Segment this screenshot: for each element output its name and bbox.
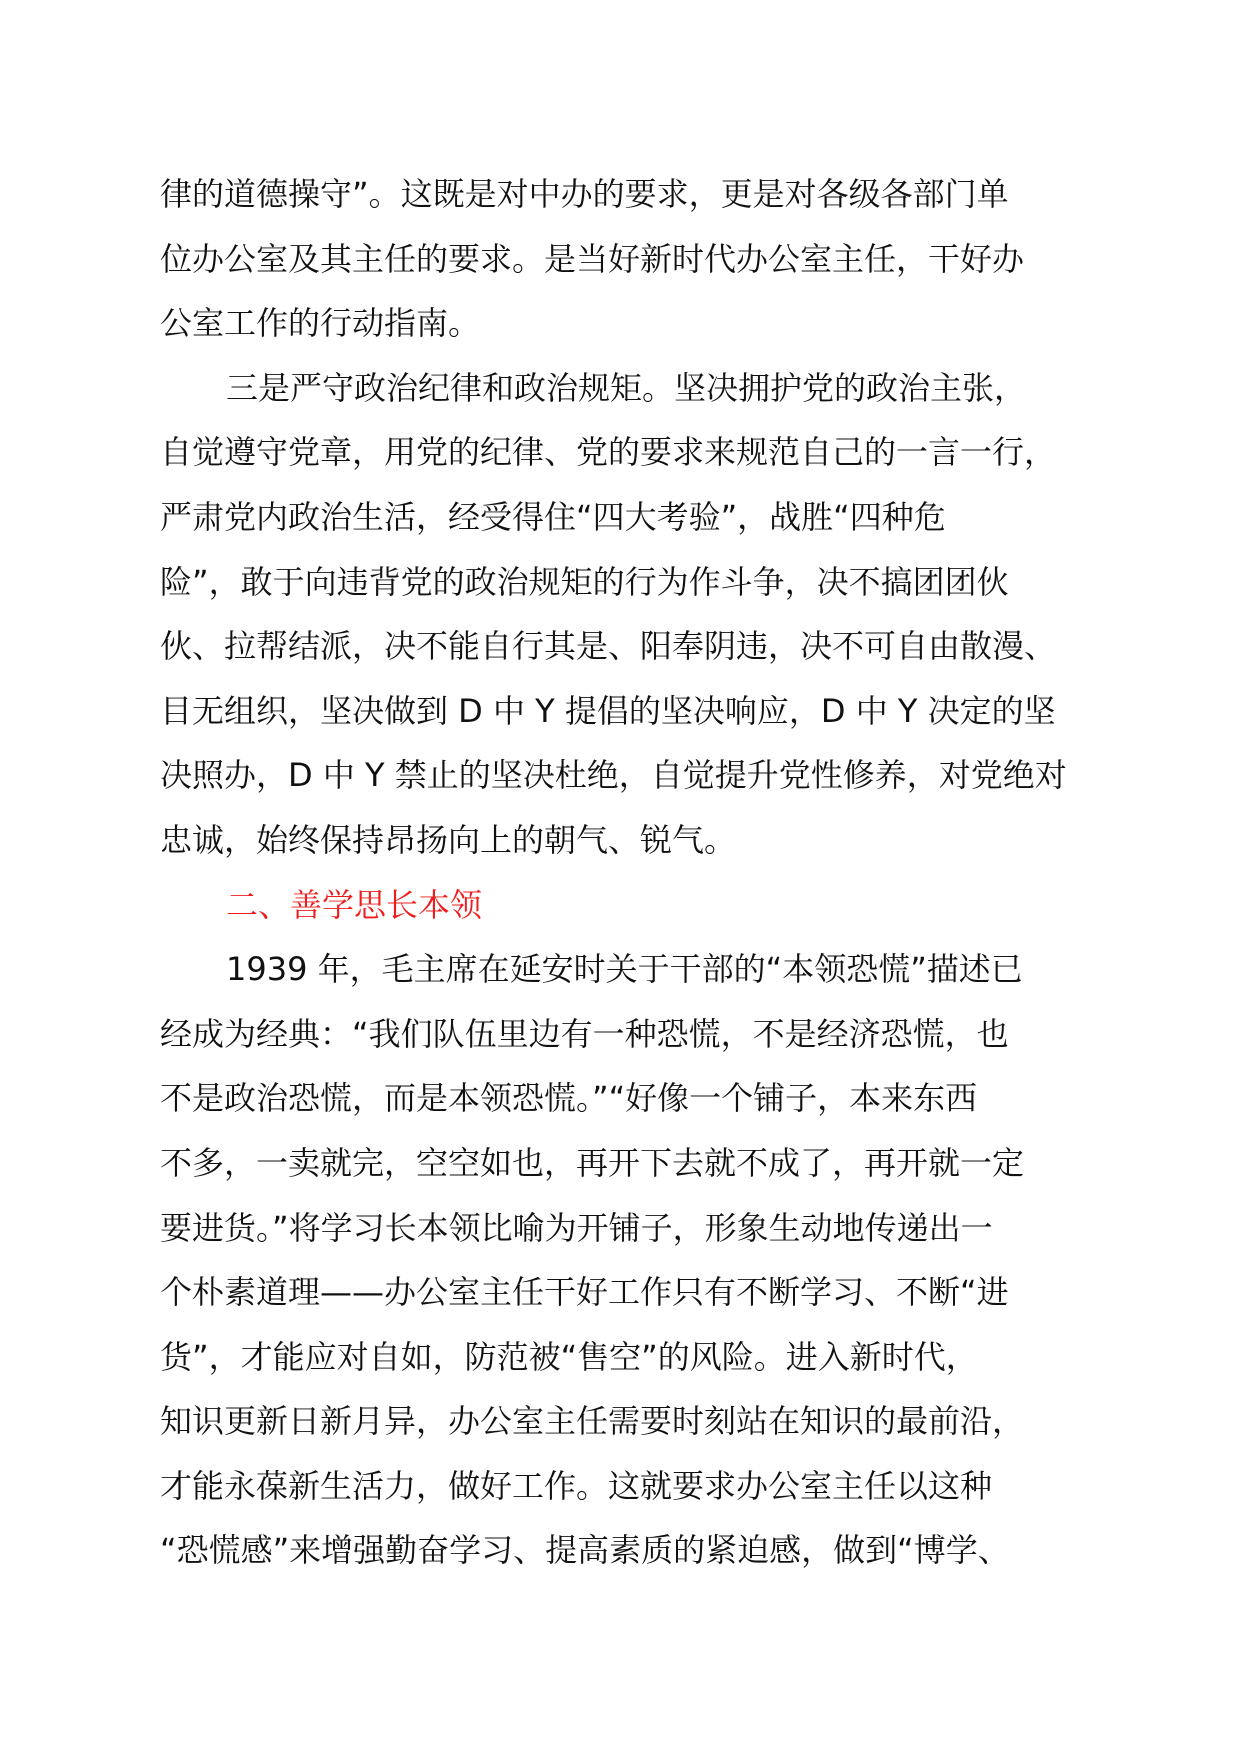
text-line: “恐慌感”来增强勤奋学习、提高素质的紧迫感，做到“博学、: [160, 1531, 1010, 1570]
text-line: 律的道德操守”。这既是对中办的要求，更是对各级各部门单: [160, 175, 1009, 213]
text-line: 三是严守政治纪律和政治规矩。坚决拥护党的政治主张，: [226, 368, 1027, 407]
text-line: 公室工作的行动指南。: [160, 304, 481, 343]
text-line: 才能永葆新生活力，做好工作。这就要求办公室主任以这种: [160, 1466, 993, 1505]
text-line: 伙、拉帮结派，决不能自行其是、阳奉阴违，决不可自由散漫、: [160, 627, 1057, 666]
text-line: 险”，敢于向违背党的政治规矩的行为作斗争，决不搞团团伙: [160, 562, 1009, 601]
text-line: 严肃党内政治生活，经受得住“四大考验”，战胜“四种危: [160, 497, 946, 536]
text-line: 货”，才能应对自如，防范被“售空”的风险。进入新时代，: [160, 1337, 978, 1376]
text-line: 1939 年，毛主席在延安时关于干部的“本领恐慌”描述已: [226, 950, 1023, 989]
text-line: 要进货。”将学习长本领比喻为开铺子，形象生动地传递出一: [160, 1208, 993, 1247]
text-line: 目无组织，坚决做到 D 中 Y 提倡的坚决响应，D 中 Y 决定的坚: [160, 691, 1056, 730]
text-line: 经成为经典：“我们队伍里边有一种恐慌，不是经济恐慌，也: [160, 1014, 1009, 1053]
text-line: 决照办，D 中 Y 禁止的坚决杜绝，自觉提升党性修养，对党绝对: [160, 756, 1067, 795]
body-text: [160, 162, 1120, 1583]
text-line: 知识更新日新月异，办公室主任需要时刻站在知识的最前沿，: [160, 1402, 1025, 1441]
text-line: 个朴素道理——办公室主任干好工作只有不断学习、不断“进: [160, 1273, 1009, 1312]
text-line: 不多，一卖就完，空空如也，再开下去就不成了，再开就一定: [160, 1143, 1025, 1182]
text-line: 位办公室及其主任的要求。是当好新时代办公室主任，干好办: [160, 239, 1025, 278]
text-line: 不是政治恐慌，而是本领恐慌。”“好像一个铺子，本来东西: [160, 1079, 978, 1118]
section-heading: 二、善学思长本领: [226, 885, 483, 924]
text-line: 自觉遵守党章，用党的纪律、党的要求来规范自己的一言一行，: [160, 433, 1057, 472]
text-line: 忠诚，始终保持昂扬向上的朝气、锐气。: [160, 820, 737, 859]
